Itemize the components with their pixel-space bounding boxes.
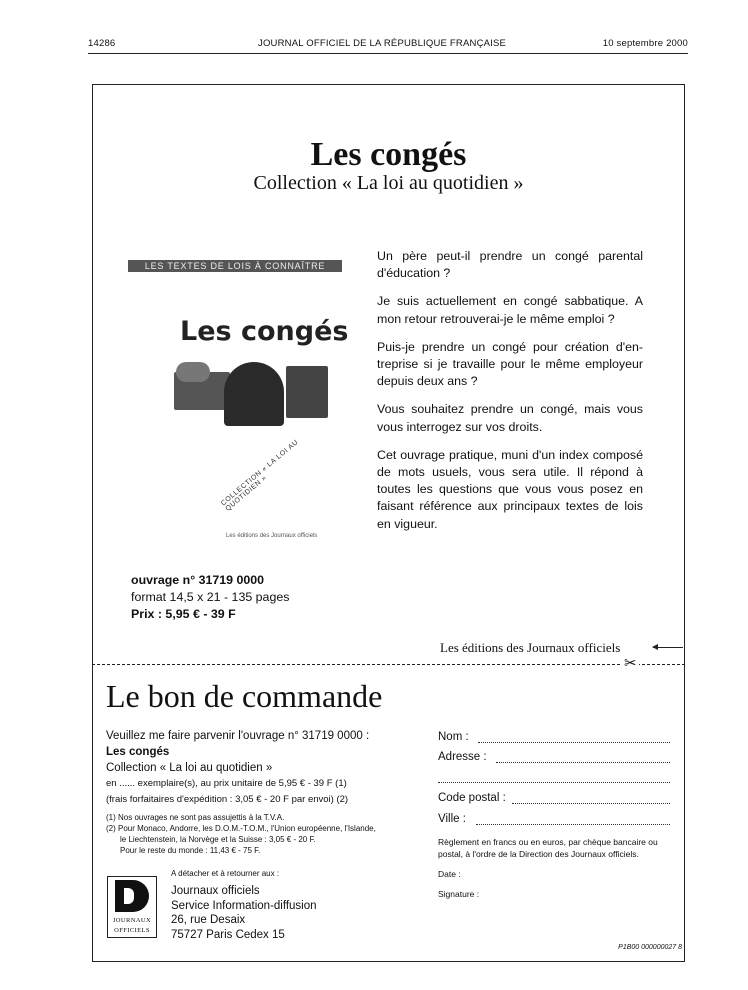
cover-publisher: Les éditions des Journaux officiels [226,533,318,539]
order-collection: Collection « La loi au quotidien » [106,762,273,774]
ville-label: Ville : [438,813,466,825]
code-postal-label: Code postal : [438,792,506,804]
order-request: Veuillez me faire parvenir l'ouvrage n° 31719 0000 : [106,730,370,742]
address-line: Service Information-diffusion [171,899,317,912]
order-shipping: (frais forfaitaires d'expédition : 3,05 € - 20 F par envoi) (2) [106,794,349,805]
order-form-title: Le bon de commande [106,678,383,714]
paragraph: Je suis actuellement en congé sabbatique. A mon retour retrouverai-je le même emploi ? [377,294,643,326]
ad-description [377,248,643,544]
page-number: 14286 [88,38,116,49]
paragraph: Puis-je prendre un congé pour création d'en-treprise si je travaille pour le même employeur depuis deux ans ? [377,339,643,389]
journaux-officiels-logo [107,876,157,938]
logo-line: OFFICIELS [114,927,150,934]
address-line: Journaux officiels [171,885,260,897]
code-postal-field[interactable] [512,803,670,804]
header-rule [88,53,688,54]
book-price: Prix : 5,95 € - 39 F [131,607,236,621]
nom-field[interactable] [478,742,670,743]
address-line: 26, rue Desaix [171,914,246,926]
adresse-field-2[interactable] [438,782,670,783]
book-reference: ouvrage n° 31719 0000 [131,573,265,587]
payment-info: Règlement en francs ou en euros, par chèque bancaire ou postal, à l'ordre de la Direction des Journaux officiels. [438,837,658,859]
nom-label: Nom : [438,731,469,743]
adresse-label: Adresse : [438,751,487,763]
logo-line: JOURNAUX [112,917,152,924]
cover-collection: COLLECTION « LA LOI AU QUOTIDIEN » [220,438,300,513]
publisher-label: Les éditions des Journaux officiels [440,640,621,655]
note: Pour le reste du monde : 11,43 € - 75 F. [120,846,261,855]
book-format: format 14,5 x 21 - 135 pages [131,590,290,604]
signature-label[interactable]: Signature : [438,889,480,899]
paragraph: Vous souhaitez prendre un congé, mais vous vous interrogez sur vos droits. [377,402,643,434]
cover-title: Les congés [180,316,349,347]
cover-photo-4 [176,362,210,382]
order-quantity[interactable]: en ...... exemplaire(s), au prix unitaire de 5,95 € - 39 F (1) [106,778,347,789]
cover-band: LES TEXTES DE LOIS À CONNAÎTRE [128,260,342,272]
order-text [106,728,416,808]
note: (2) Pour Monaco, Andorre, les D.O.M.-T.O.M., l'Union européenne, l'Islande, [106,824,376,833]
order-notes [106,812,416,856]
address-line: 75727 Paris Cedex 15 [171,928,285,941]
ad-subtitle: Collection « La loi au quotidien » [253,172,524,194]
book-cover [116,250,354,560]
cut-line [92,664,685,665]
ville-field[interactable] [476,824,670,825]
note: (1) Nos ouvrages ne sont pas assujettis à la T.V.A. [106,813,285,822]
arrow-icon [653,647,683,648]
return-address [171,884,317,942]
scissors-icon: ✂ [624,655,637,672]
detach-instruction: A détacher et à retourner aux : [171,869,280,878]
order-book: Les congés [106,746,170,758]
journal-title: JOURNAL OFFICIEL DE LA RÉPUBLIQUE FRANÇAISE [258,38,507,49]
document-code: P1B00 000000027 8 [618,944,682,951]
cover-photo-3 [286,366,328,418]
ad-title: Les congés [310,136,467,173]
issue-date: 10 septembre 2000 [602,38,688,49]
paragraph: Un père peut-il prendre un congé parental d'éducation ? [377,249,643,281]
cover-photo-2 [224,362,284,426]
adresse-field[interactable] [496,762,670,763]
logo-mark [115,880,149,912]
book-details [131,572,289,623]
date-label[interactable]: Date : [438,869,461,879]
note: le Liechtenstein, la Norvège et la Suisse : 3,05 € - 20 F. [120,835,316,844]
paragraph: Cet ouvrage pratique, muni d'un index composé de mots usuels, vous sera utile. Il répond à toutes les questions que vous vous posez en faisant référence aux principaux textes de lois en vigueur. [377,447,643,531]
